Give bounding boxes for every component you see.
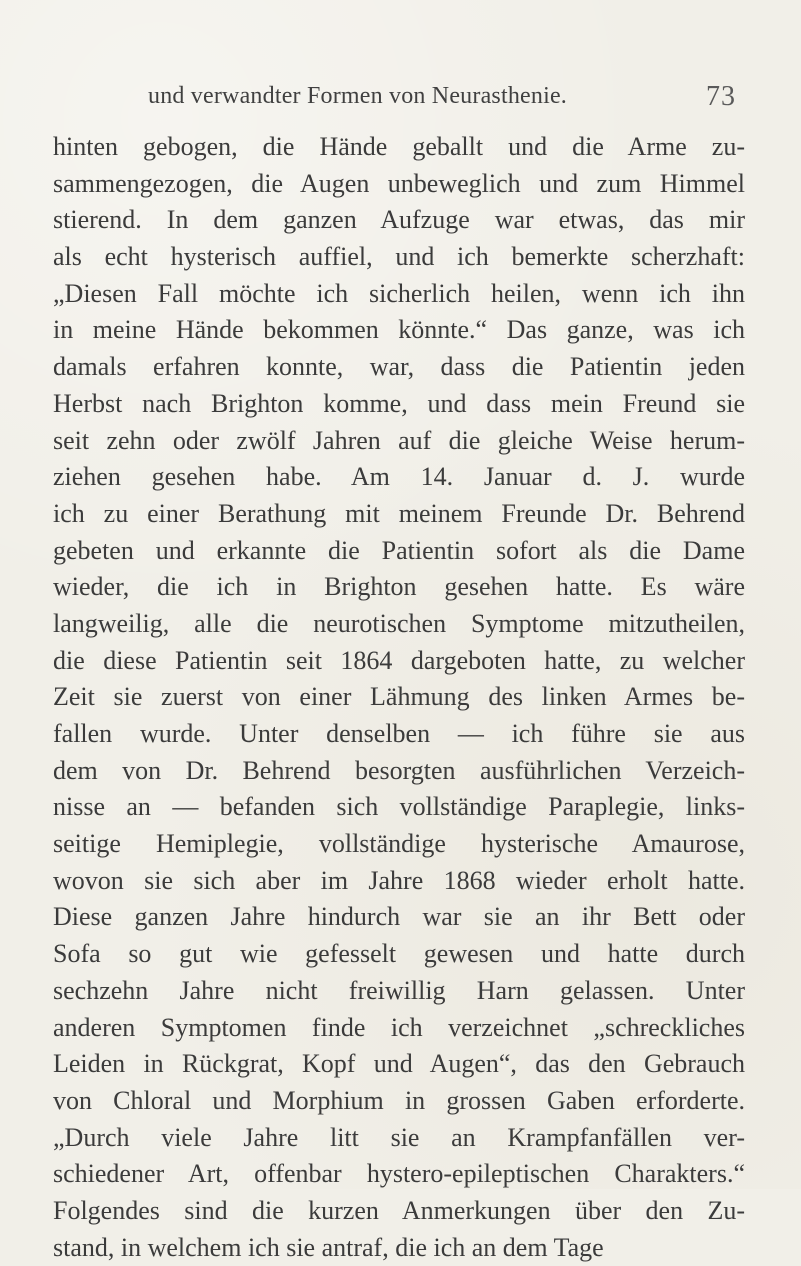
text-line: wieder, die ich in Brighton gesehen hatte. Es wäre — [53, 572, 745, 602]
running-head — [0, 83, 801, 115]
text-line: die diese Patientin seit 1864 dargeboten hatte, zu welcher — [53, 645, 745, 675]
text-line: in meine Hände bekommen könnte.“ Das ganze, was ich — [53, 315, 745, 345]
text-line: schiedener Art, offenbar hystero-epileptischen Charakters.“ — [53, 1159, 745, 1189]
text-line: sechzehn Jahre nicht freiwillig Harn gelassen. Unter — [53, 975, 745, 1005]
text-line: stand, in welchem ich sie antraf, die ich an dem Tage — [53, 1232, 604, 1262]
text-line: sammengezogen, die Augen unbeweglich und zum Himmel — [53, 168, 745, 198]
text-line: stierend. In dem ganzen Aufzuge war etwas, das mir — [53, 205, 745, 235]
text-line: Leiden in Rückgrat, Kopf und Augen“, das den Gebrauch — [53, 1049, 745, 1079]
text-line: wovon sie sich aber im Jahre 1868 wieder erholt hatte. — [53, 865, 745, 895]
text-line: als echt hysterisch auffiel, und ich bemerkte scherzhaft: — [53, 242, 745, 272]
text-line: seitige Hemiplegie, vollständige hysterische Amaurose, — [53, 829, 745, 859]
text-line: Diese ganzen Jahre hindurch war sie an ihr Bett oder — [53, 902, 745, 932]
text-line: dem von Dr. Behrend besorgten ausführlichen Verzeich- — [53, 755, 745, 785]
text-line: „Durch viele Jahre litt sie an Krampfanfällen ver- — [53, 1122, 745, 1152]
text-line: Sofa so gut wie gefesselt gewesen und hatte durch — [53, 939, 745, 969]
text-line: Herbst nach Brighton komme, und dass mein Freund sie — [53, 388, 745, 418]
text-line: anderen Symptomen finde ich verzeichnet „schreckliches — [53, 1012, 745, 1042]
text-line: seit zehn oder zwölf Jahren auf die gleiche Weise herum- — [53, 425, 745, 455]
body-text — [53, 129, 745, 1266]
text-line: langweilig, alle die neurotischen Symptome mitzutheilen, — [53, 608, 745, 638]
text-line: ziehen gesehen habe. Am 14. Januar d. J. wurde — [53, 462, 745, 492]
page-number: 73 — [706, 81, 736, 112]
text-line: gebeten und erkannte die Patientin sofort als die Dame — [53, 535, 745, 565]
text-line: Zeit sie zuerst von einer Lähmung des linken Armes be- — [53, 682, 745, 712]
text-line: nisse an — befanden sich vollständige Paraplegie, links- — [53, 792, 745, 822]
text-line: hinten gebogen, die Hände geballt und die Arme zu- — [53, 132, 745, 161]
text-line: ich zu einer Berathung mit meinem Freunde Dr. Behrend — [53, 498, 745, 528]
text-line: von Chloral und Morphium in grossen Gaben erforderte. — [53, 1085, 745, 1115]
text-line: Folgendes sind die kurzen Anmerkungen über den Zu- — [53, 1195, 745, 1225]
text-line: damals erfahren konnte, war, dass die Patientin jeden — [53, 352, 745, 382]
page-header-title: und verwandter Formen von Neurasthenie. — [148, 83, 568, 109]
text-line: „Diesen Fall möchte ich sicherlich heilen, wenn ich ihn — [53, 278, 745, 308]
text-line: fallen wurde. Unter denselben — ich führe sie aus — [53, 719, 745, 748]
